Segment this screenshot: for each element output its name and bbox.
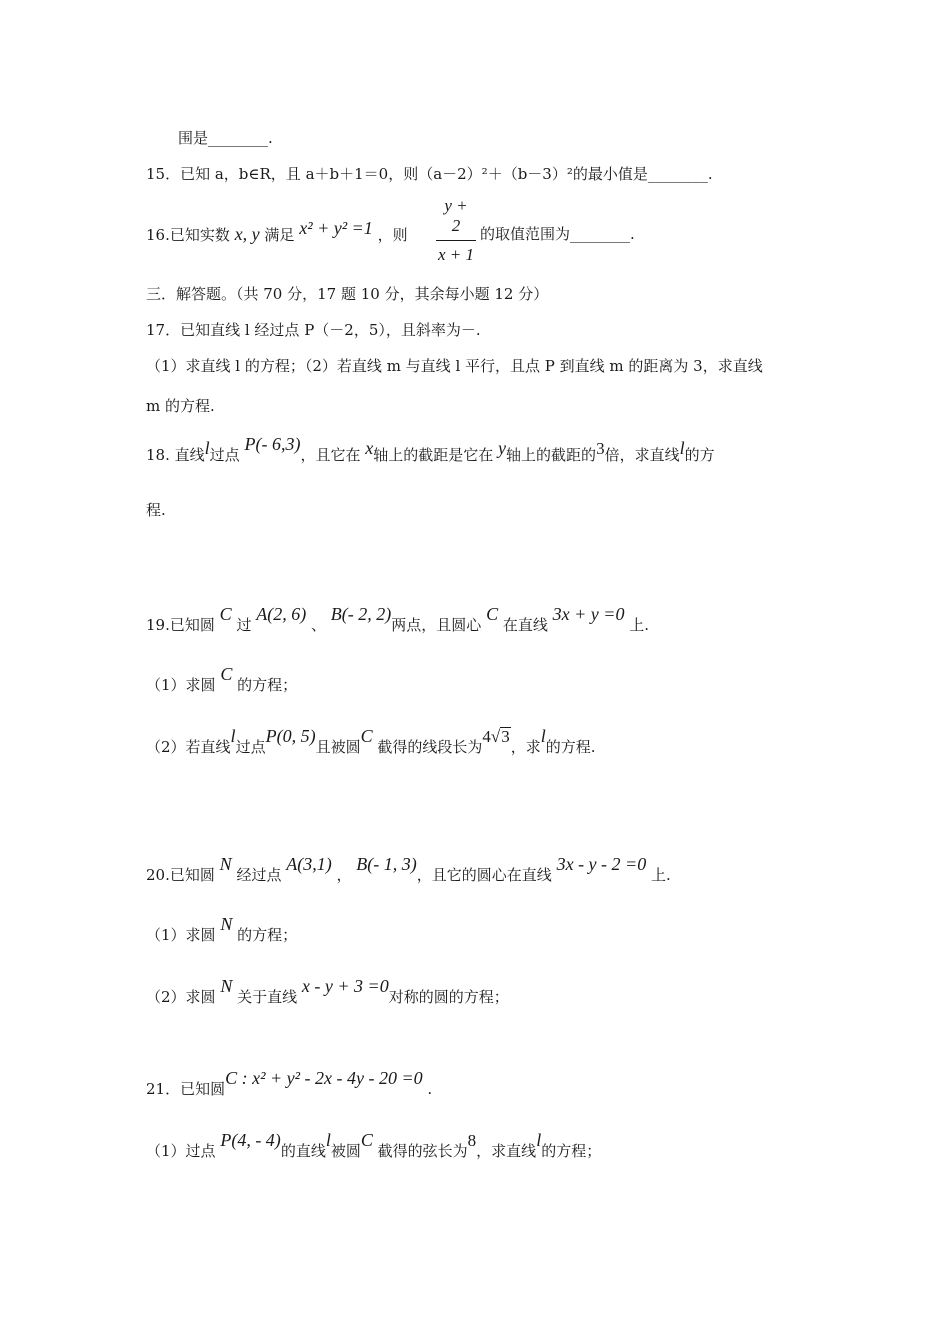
q18-text: 轴上的截距的: [506, 446, 597, 464]
q16-fraction: [436, 196, 476, 265]
q18-var-l: l: [679, 438, 685, 458]
q21-p1-text: （1）过点: [146, 1142, 216, 1160]
q17-part1-cont: m 的方程.: [146, 397, 215, 415]
q19-text: 上.: [629, 616, 650, 634]
q16-frac-den: x + 1: [437, 245, 475, 264]
q16-vars: x, y: [234, 224, 260, 244]
q16-cond-word: 满足: [264, 226, 295, 244]
q20-p2-text: 对称的圆的方程；: [388, 988, 509, 1006]
q19-var-c: C: [360, 726, 373, 746]
q19-sep: 、: [311, 616, 327, 634]
question-15: 15．已知 a，b∈R，且 a＋b＋1＝0，则（a－2）²＋（b－3）²的最小值是________.: [146, 165, 713, 183]
q21-text: 21．已知圆: [146, 1080, 226, 1098]
q16-then: ，则: [377, 226, 408, 244]
q21-p1-text: 的直线: [280, 1142, 326, 1160]
q21-var-c: C: [360, 1130, 373, 1150]
q21-p1-text: 被圆: [330, 1142, 361, 1160]
q20-point-b: B(- 1, 3): [356, 854, 417, 874]
q18-num: 18.: [146, 446, 170, 464]
q21-length: 8: [467, 1131, 477, 1150]
q20-comma: ，: [336, 866, 352, 884]
q19-part1: [146, 664, 298, 695]
q19-text: 过: [236, 616, 252, 634]
q19-part2: [146, 726, 596, 757]
q20-p2-text: 关于直线: [237, 988, 298, 1006]
q18-var-l: l: [204, 438, 210, 458]
q18-cont: 程.: [146, 501, 166, 519]
question-18: [146, 434, 715, 465]
q19-var-l: l: [540, 726, 546, 746]
q18-var-x: x: [365, 438, 374, 458]
q20-point-a: A(3,1): [286, 854, 332, 874]
q20-var-n: N: [220, 976, 233, 996]
q18-text: 过点: [209, 446, 240, 464]
q19-var-l: l: [230, 726, 236, 746]
q21-point-p: P(4, - 4): [220, 1130, 281, 1150]
q18-var-y: y: [498, 438, 507, 458]
q21-circle-eq: C : x² + y² - 2x - 4y - 20 =0: [225, 1068, 423, 1088]
q19-length-radicand: 3: [501, 727, 510, 746]
q16-cond: x² + y² =1: [299, 218, 373, 238]
q21-part1: [146, 1130, 602, 1161]
q20-part1: [146, 914, 298, 945]
q20-p2-text: （2）求圆: [146, 988, 216, 1006]
q21-text: .: [427, 1080, 433, 1098]
q16-suffix: 的取值范围为________.: [480, 225, 635, 243]
q20-sym-line-eq: x - y + 3 =0: [301, 976, 389, 996]
q19-point-b: B(- 2, 2): [330, 604, 392, 624]
q21-p1-text: ，求直线: [476, 1142, 537, 1160]
q18-text: 倍，求直线: [604, 446, 680, 464]
q20-text: ，且它的圆心在直线: [416, 866, 552, 884]
q18-three: 3: [596, 439, 605, 458]
q19-p1-text: （1）求圆: [146, 676, 216, 694]
q19-p2-text: 截得的线段长为: [377, 738, 483, 756]
question-20: [146, 854, 671, 885]
q19-p1-text: 的方程；: [237, 676, 298, 694]
q21-var-l: l: [536, 1130, 542, 1150]
q18-text: 轴上的截距是它在: [373, 446, 494, 464]
q19-var-c: C: [219, 604, 232, 624]
q18-point-p: P(- 6,3): [244, 434, 301, 454]
q19-length: 4√3: [482, 727, 510, 746]
q19-p2-text: 的方程.: [545, 738, 596, 756]
q17-part1: （1）求直线 l 的方程；（2）若直线 m 与直线 l 平行，且点 P 到直线 m 的距离为 3，求直线: [146, 357, 763, 375]
q20-text: 经过点: [236, 866, 282, 884]
q19-line-eq: 3x + y =0: [552, 604, 625, 624]
q19-point-p: P(0, 5): [265, 726, 316, 746]
q20-var-n: N: [219, 854, 232, 874]
q20-p1-text: （1）求圆: [146, 926, 216, 944]
q14-tail: 围是________.: [178, 129, 273, 147]
q20-part2: [146, 976, 509, 1007]
q19-var-c: C: [486, 604, 499, 624]
question-21: [146, 1068, 433, 1099]
q18-text: 直线: [174, 446, 205, 464]
q21-p1-text: 的方程；: [541, 1142, 602, 1160]
q19-p2-text: （2）若直线: [146, 738, 231, 756]
q20-line-eq: 3x - y - 2 =0: [556, 854, 647, 874]
q19-p2-text: 过点: [235, 738, 266, 756]
q19-text: 在直线: [502, 616, 548, 634]
q17-stem: 17．已知直线 l 经过点 P（－2，5），且斜率为－.: [146, 321, 481, 339]
question-16: [146, 218, 408, 245]
q21-p1-text: 截得的弦长为: [377, 1142, 468, 1160]
q16-frac-num: y + 2: [436, 196, 476, 241]
q16-prefix: 16.已知实数: [146, 226, 230, 244]
q19-p2-text: ，求: [510, 738, 541, 756]
q19-text: 19.已知圆: [146, 616, 215, 634]
q21-var-l: l: [325, 1130, 331, 1150]
q19-var-c: C: [220, 664, 233, 684]
q20-text: 20.已知圆: [146, 866, 215, 884]
q19-point-a: A(2, 6): [256, 604, 307, 624]
q18-text: 的方: [684, 446, 715, 464]
question-19: [146, 604, 650, 635]
q20-var-n: N: [220, 914, 233, 934]
q19-length-coef: 4: [482, 727, 491, 746]
section-3-heading: 三．解答题。（共 70 分，17 题 10 分，其余每小题 12 分）: [146, 285, 549, 303]
q20-text: 上.: [650, 866, 671, 884]
q19-p2-text: 且被圆: [315, 738, 361, 756]
q19-text: 两点，且圆心: [391, 616, 482, 634]
q20-p1-text: 的方程；: [237, 926, 298, 944]
q18-text: ，且它在: [300, 446, 361, 464]
